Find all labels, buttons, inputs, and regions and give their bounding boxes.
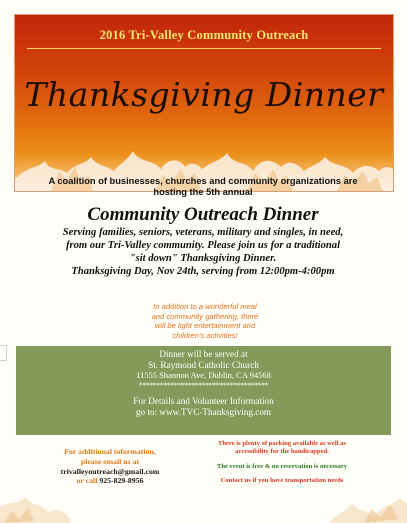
intro-text: A coalition of businesses, churches and community organizations are hosting the 5th annual: [48, 176, 358, 197]
venue-name: St. Raymond Catholic Church: [148, 359, 259, 370]
contact-email[interactable]: trivalleyoutreach@gmail.com: [60, 466, 160, 476]
organizer-title: 2016 Tri-Valley Community Outreach: [99, 28, 309, 42]
venue-address: 11555 Shannon Ave, Dublin, CA 94568: [136, 370, 271, 381]
entertainment-note: In addition to a wonderful meal and community gathering, there will be light entertainment and children's activities!: [151, 302, 259, 340]
parking-note: There is plenty of parking available as well as accessibility for the handicapped.: [217, 440, 347, 456]
details-link[interactable]: go to: www.TVC-Thanksgiving.com: [135, 406, 272, 417]
details-heading: For Details and Volunteer Information: [133, 396, 274, 407]
location-box: [16, 346, 391, 435]
free-event-note: The event is free & no reservation is necessary: [216, 462, 348, 470]
footer: [0, 434, 407, 523]
main-title: Thanksgiving Dinner: [24, 75, 384, 114]
stars-divider: *************************************: [138, 380, 269, 390]
contact-phone: or call 925-829-8956: [76, 476, 144, 486]
contact-info: For additional information, please email us at trivalleyoutreach@gmail.com or call 925-829-8956: [40, 447, 180, 486]
event-title: Community Outreach Dinner: [87, 204, 319, 225]
transportation-note: Contact us if you have transportation needs: [220, 477, 344, 485]
location-heading: Dinner will be served at: [159, 349, 248, 359]
margin-marker: [0, 345, 7, 361]
banner-divider: [27, 48, 381, 49]
event-notes: [196, 440, 368, 486]
serving-description: Serving families, seniors, veterans, military and singles, in need, from our Tri-Valley community. Please join us for a traditional "sit down" Thanksgiving Dinner. Thanksgiving Day, Nov 24th, serving from 12:00pm-4:00pm: [62, 227, 344, 277]
header-banner: [14, 14, 394, 192]
